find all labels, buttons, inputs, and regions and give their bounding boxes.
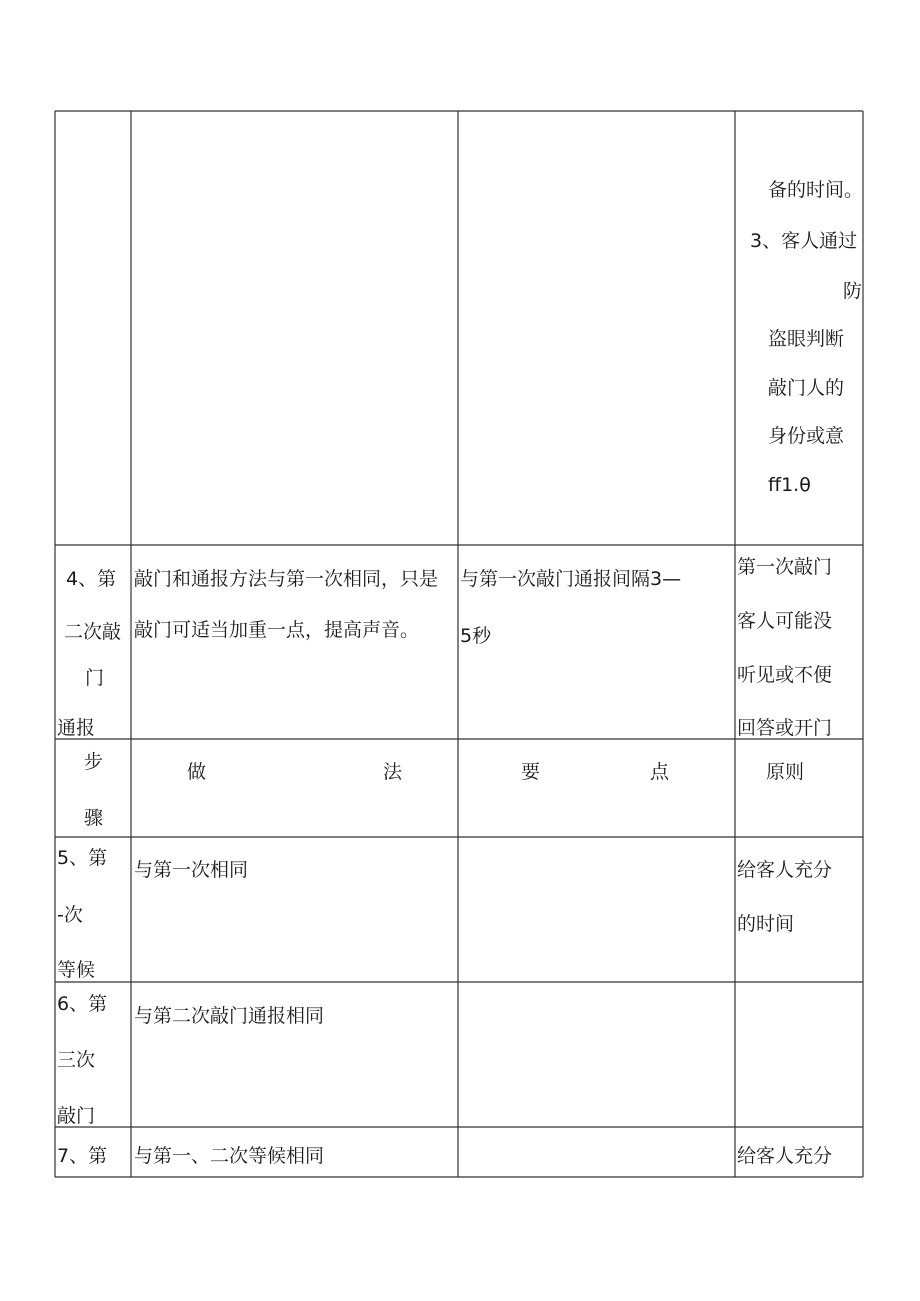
header-step: 骤 — [84, 807, 104, 829]
header-method: 做 — [187, 761, 207, 783]
method-line: 敲门和通报方法与第一次相同，只是 — [134, 568, 439, 590]
step-label-line: 三次 — [57, 1049, 96, 1071]
step-label-line: 二次敲 — [64, 621, 122, 643]
step-label-line: 敲门 — [57, 1105, 96, 1127]
header-step: 步 — [84, 751, 104, 773]
header-key-point: 要 — [521, 761, 541, 783]
method-text: 与第一次相同 — [134, 859, 249, 881]
step-label-line: 等候 — [57, 959, 96, 981]
principle-line: 备的时间。 — [768, 179, 864, 201]
principle-line: 3、客人通过 — [750, 230, 858, 252]
step-label-line: 5、第 — [57, 847, 108, 869]
step-label-line: 4、第 — [66, 568, 117, 590]
method-text: 与第二次敲门通报相同 — [134, 1005, 325, 1027]
step-label-line: 7、第 — [57, 1145, 108, 1167]
principle-line: 敲门人的 — [768, 377, 845, 399]
principle-line: 客人可能没 — [737, 610, 833, 632]
principle-line: ff1.θ — [768, 474, 811, 496]
principle-line: 第一次敲门 — [737, 556, 833, 578]
principle-line: 回答或开门 — [737, 717, 833, 739]
step-label-line: 通报 — [57, 717, 96, 739]
step-label-line: -次 — [57, 904, 83, 926]
principle-line: 的时间 — [737, 913, 795, 935]
principle-line: 给客人充分 — [737, 1145, 833, 1167]
key-point-line: 5秒 — [460, 625, 492, 647]
principle-line: 防 — [843, 280, 863, 302]
header-principle: 原则 — [766, 761, 805, 783]
step-label-line: 6、第 — [57, 993, 108, 1015]
header-key-point: 点 — [650, 761, 670, 783]
principle-line: 给客人充分 — [737, 859, 833, 881]
method-line: 敲门可适当加重一点，提高声音。 — [134, 619, 420, 641]
method-text: 与第一、二次等候相同 — [134, 1145, 325, 1167]
header-method: 法 — [383, 761, 403, 783]
principle-line: 听见或不便 — [737, 664, 833, 686]
principle-line: 盗眼判断 — [768, 328, 845, 350]
step-label-line: 门 — [85, 667, 105, 689]
principle-line: 身份或意 — [768, 425, 845, 447]
key-point-line: 与第一次敲门通报间隔3— — [460, 568, 682, 590]
